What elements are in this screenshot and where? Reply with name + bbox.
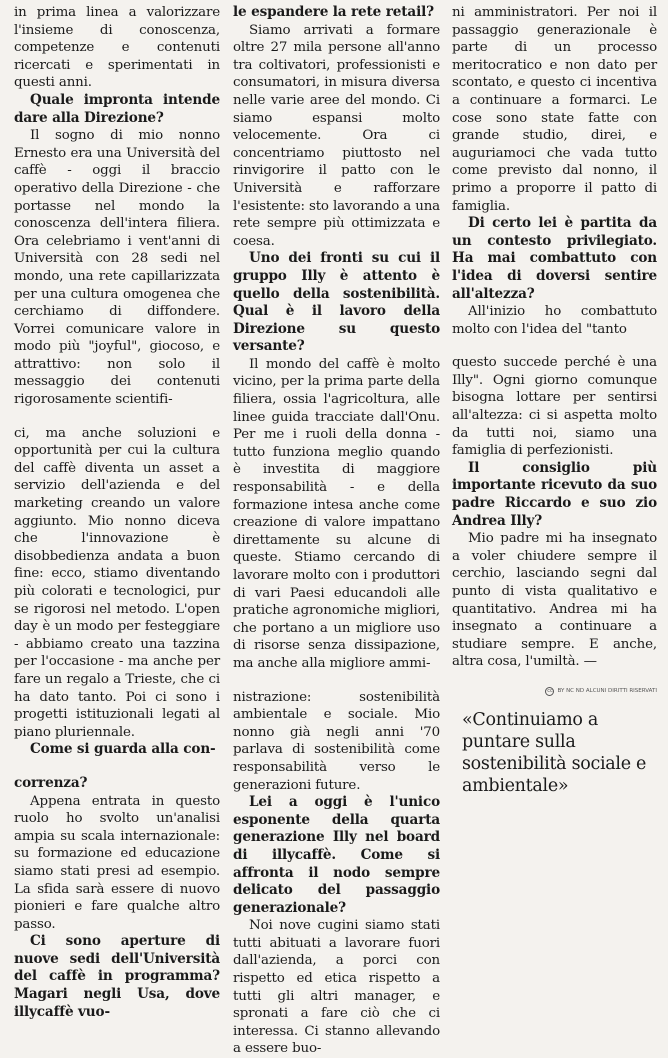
interview-question: correnza? <box>14 774 88 791</box>
paragraph: ni amministratori. Per noi il passaggio generazionale è parte di un processo meritocratico e non dato per scontato, e questo ci incentiva a continuare a formarci. Le cose sono state fatte con grande studio, direi, e auguriamoci che vada tutto come previsto dal nonno, il primo a proporre il patto di famiglia. <box>452 5 657 214</box>
interview-question: Uno dei fronti su cui il gruppo Illy è attento è quello della sostenibilità. Qual è il lavoro della Direzione su questo versante? <box>233 250 440 355</box>
rights-notice <box>452 683 657 701</box>
interview-question: Ci sono aperture di nuove sedi dell'Università del caffè in programma? Magari negli Usa, dove illycaffè vuo- <box>14 933 220 1020</box>
paragraph: Siamo arrivati a formare oltre 27 mila persone all'anno tra coltivatori, professionisti e consumatori, in misura diversa nelle varie aree del mondo. Ci siamo espansi molto velocemente. Ora ci concentriamo piuttosto nel rinvigorire il patto con le Università e rafforzare l'esistente: sto lavorando a una rete sempre più ottimizzata e coesa. <box>233 22 440 249</box>
article-column-1 <box>14 4 220 1021</box>
paragraph: Mio padre mi ha insegnato a voler chiudere sempre il cerchio, lasciando segni dal punto di vista qualitativo e quantitativo. Andrea mi ha insegnato a continuare a studiare sempre. E anche, altra cosa, l'umiltà. — <box>452 531 657 670</box>
paragraph: ci, ma anche soluzioni e opportunità per cui la cultura del caffè diventa un asset a servizio dell'azienda e del marketing creando un valore aggiunto. Mio nonno diceva che l'innovazione è disobbedienza andata a buon fine: ecco, stiamo diventando più colorati e tecnologici, pur se rigorosi nel metodo. L'open day è un modo per festeggiare - abbiamo creato una tazzina per l'occasione - ma anche per fare un regalo a Trieste, che ci ha dato tanto. Poi ci sono i progetti istituzionali legati al piano pluriennale. <box>14 425 220 740</box>
rights-text: BY NC ND ALCUNI DIRITTI RISERVATI <box>557 687 657 694</box>
paragraph: Noi nove cugini siamo stati tutti abituati a lavorare fuori dall'azienda, a porci con rispetto ed etica rispetto a tutti gli altri manager, e spronati a fare ciò che ci interessa. Ci stanno allevando a essere buo- <box>233 918 440 1057</box>
paragraph: nistrazione: sostenibilità ambientale e sociale. Mio nonno già negli anni '70 parlava di sostenibilità come responsabilità verso le generazioni future. <box>233 689 440 793</box>
interview-question: Quale impronta intende dare alla Direzione? <box>14 91 220 126</box>
interview-question: Di certo lei è partita da un contesto privilegiato. Ha mai combattuto con l'idea di doversi sentire all'altezza? <box>452 215 657 302</box>
paragraph: Il mondo del caffè è molto vicino, per la prima parte della filiera, ossia l'agricoltura, alle linee guida tracciate dall'Onu. Per me i ruoli della donna - tutto funziona meglio quando è investita di maggiore responsabilità - e della formazione intesa anche come creazione di valore impattano direttamente su alcune di queste. Stiamo cercando di lavorare molto con i produttori di vari Paesi educandoli alle pratiche agronomiche migliori, che portano a un migliore uso di risorse senza dissipazione, ma anche alla migliore ammi- <box>233 356 440 671</box>
paragraph: in prima linea a valorizzare l'insieme di conoscenza, competenze e contenuti ricercati e sperimentati in questi anni. <box>14 5 220 91</box>
article-column-3 <box>452 4 657 701</box>
interview-question: Lei a oggi è l'unico esponente della quarta generazione Illy nel board di illycaffè. Come si affronta il nodo sempre delicato del passaggio generazionale? <box>233 794 440 916</box>
paragraph: Il sogno di mio nonno Ernesto era una Università del caffè - oggi il braccio operativo della Direzione - che portasse nel mondo la conoscenza dell'intera filiera. Ora celebriamo i vent'anni di Università con 28 sedi nel mondo, una rete capillarizzata per una cultura omogenea che cerchiamo di diffondere. Vorrei comunicare valore in modo più "joyful", giocoso, e attrattivo: non solo il messaggio dei contenuti rigorosamente scientifi- <box>14 128 220 408</box>
creative-commons-icon: cc <box>545 687 554 696</box>
paragraph: All'inizio ho combattuto molto con l'idea del "tanto <box>452 304 657 337</box>
pull-quote: «Continuiamo a puntare sulla sostenibilità sociale e ambientale» <box>462 710 647 796</box>
paragraph: questo succede perché è una Illy". Ogni giorno comunque bisogna lottare per sentirsi all'altezza: ci si aspetta molto da tutti noi, siamo una famiglia di perfezionisti. <box>452 355 657 459</box>
article-column-2 <box>233 4 440 1058</box>
paragraph: Appena entrata in questo ruolo ho svolto un'analisi ampia su scala internazionale: su formazione ed educazione siamo stati presi ad esempio. La sfida sarà essere di nuovo pionieri e fare qualche altro passo. <box>14 793 220 932</box>
interview-question: Il consiglio più importante ricevuto da suo padre Riccardo e suo zio Andrea Illy? <box>452 459 657 529</box>
interview-question: le espandere la rete retail? <box>233 4 434 20</box>
interview-question: Come si guarda alla con- <box>30 741 216 758</box>
